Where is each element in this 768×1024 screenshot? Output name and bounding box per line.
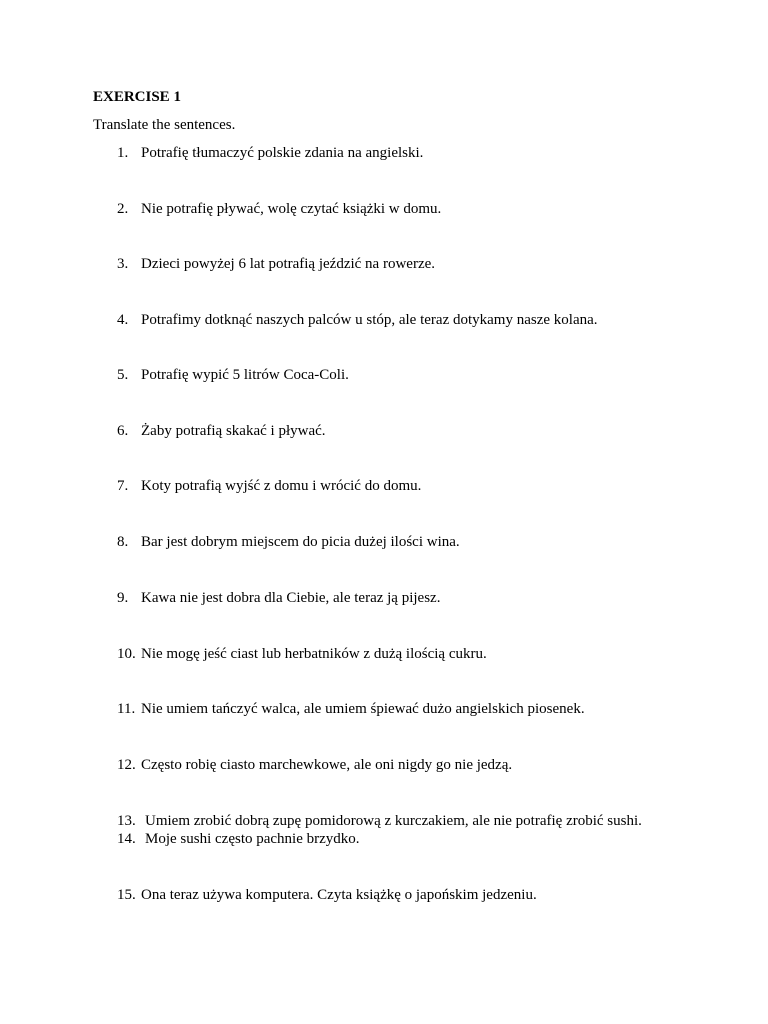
item-number: 3. <box>117 256 129 272</box>
item-text: Żaby potrafią skakać i pływać. <box>141 423 326 439</box>
item-number: 12. <box>117 757 136 773</box>
item-number: 6. <box>117 423 129 439</box>
item-text: Nie umiem tańczyć walca, ale umiem śpiewać dużo angielskich piosenek. <box>141 701 585 717</box>
item-text: Moje sushi często pachnie brzydko. <box>145 831 360 847</box>
item-text: Potrafię wypić 5 litrów Coca-Coli. <box>141 367 349 383</box>
item-text: Ona teraz używa komputera. Czyta książkę o japońskim jedzeniu. <box>141 887 537 903</box>
item-number: 5. <box>117 367 129 383</box>
item-text: Kawa nie jest dobra dla Ciebie, ale teraz ją pijesz. <box>141 590 441 606</box>
item-number: 11. <box>117 701 136 717</box>
item-text: Potrafimy dotknąć naszych palców u stóp, ale teraz dotykamy nasze kolana. <box>141 312 598 328</box>
item-number: 15. <box>117 887 136 903</box>
item-text: Potrafię tłumaczyć polskie zdania na angielski. <box>141 145 424 161</box>
item-number: 8. <box>117 534 129 550</box>
item-text: Umiem zrobić dobrą zupę pomidorową z kurczakiem, ale nie potrafię zrobić sushi. <box>145 813 642 829</box>
item-text: Bar jest dobrym miejscem do picia dużej ilości wina. <box>141 534 460 550</box>
item-text: Dzieci powyżej 6 lat potrafią jeździć na rowerze. <box>141 256 436 272</box>
exercise-instruction: Translate the sentences. <box>93 117 236 133</box>
item-text: Często robię ciasto marchewkowe, ale oni nigdy go nie jedzą. <box>141 757 513 773</box>
item-number: 7. <box>117 478 129 494</box>
item-number: 14. <box>117 831 136 847</box>
item-number: 9. <box>117 590 129 606</box>
item-number: 2. <box>117 201 129 217</box>
item-text: Nie mogę jeść ciast lub herbatników z dużą ilością cukru. <box>141 646 487 662</box>
item-text: Nie potrafię pływać, wolę czytać książki w domu. <box>141 201 442 217</box>
item-number: 1. <box>117 145 129 161</box>
item-text: Koty potrafią wyjść z domu i wrócić do domu. <box>141 478 422 494</box>
item-number: 13. <box>117 813 136 829</box>
item-number: 10. <box>117 646 136 662</box>
item-number: 4. <box>117 312 129 328</box>
exercise-title: EXERCISE 1 <box>93 89 181 105</box>
